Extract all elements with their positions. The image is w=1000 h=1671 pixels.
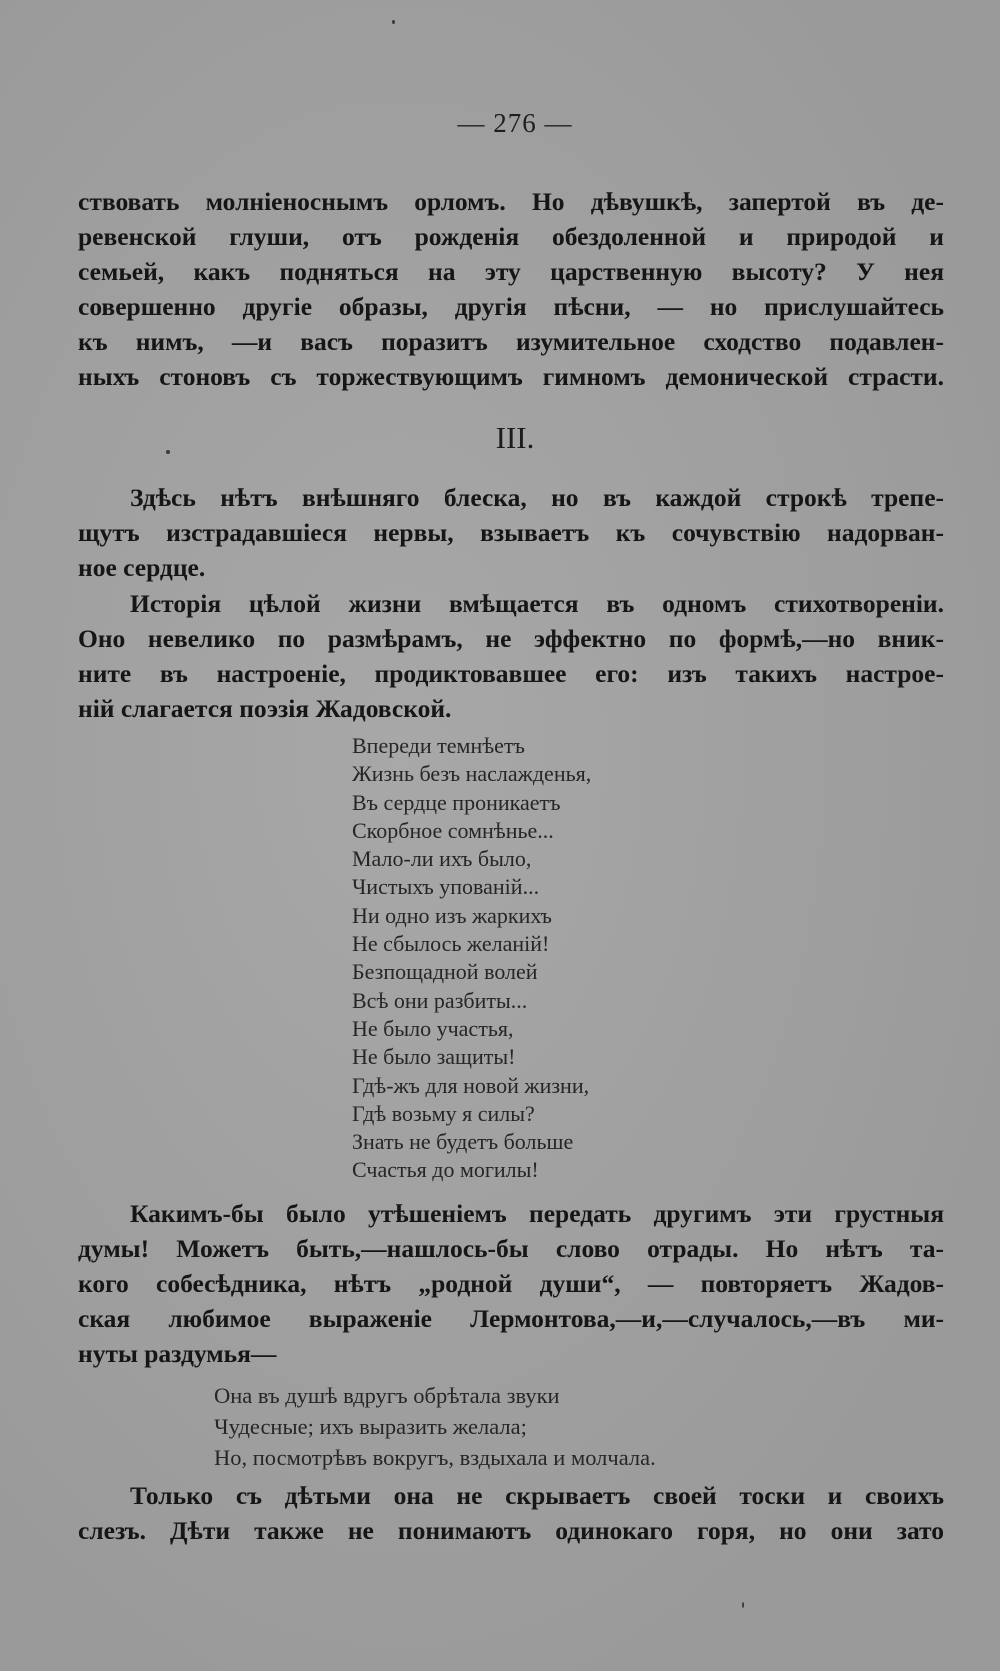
text-line: совершенно другiе образы, другiя пѣсни, — но прислушайтесь	[78, 292, 944, 321]
poem-line: Всѣ они разбиты...	[352, 987, 528, 1013]
poem-line: Мало-ли ихъ было,	[352, 846, 532, 872]
text-line: Здѣсь нѣтъ внѣшняго блеска, но въ каждой строкѣ трепе-	[130, 483, 944, 512]
poem	[352, 732, 591, 1185]
poem-line: Въ сердце проникаетъ	[352, 789, 561, 815]
text-line: думы! Можетъ быть,—нашлось-бы слово отрады. Но нѣтъ та-	[78, 1234, 944, 1263]
text-line: нiй слагается поэзiя Жадовской.	[78, 694, 452, 723]
poem-line: Жизнь безъ наслажденья,	[352, 761, 592, 787]
text-line: ствовать молнiеноснымъ орломъ. Но дѣвушкѣ, запертой въ де-	[78, 187, 944, 216]
paper-speck	[392, 20, 395, 24]
section-heading: III.	[495, 420, 535, 455]
text-line: ните въ настроенiе, продиктовавшее его: изъ такихъ настрое-	[78, 659, 944, 688]
text-line: нуты раздумья—	[78, 1339, 277, 1368]
text-line: щутъ изстрадавшiеся нервы, взываетъ къ сочувствiю надорван-	[78, 518, 944, 547]
text-line: Исторiя цѣлой жизни вмѣщается въ одномъ стихотворенiи.	[130, 589, 944, 618]
poem-line: Впереди темнѣетъ	[352, 733, 525, 758]
poem-line: Счастья до могилы!	[352, 1157, 539, 1183]
verse-line: Она въ душѣ вдругъ обрѣтала звуки	[214, 1383, 560, 1408]
text-line: слезъ. Дѣти также не понимаютъ одинокаго горя, но они зато	[78, 1516, 944, 1545]
text-line: семьей, какъ подняться на эту царственную высоту? У нея	[78, 257, 944, 286]
poem-line: Ни одно изъ жаркихъ	[352, 902, 552, 928]
quoted-verse	[214, 1380, 656, 1473]
paper-speck	[166, 450, 170, 454]
paragraph-intro	[78, 480, 944, 585]
poem-line: Гдѣ возьму я силы?	[352, 1100, 535, 1126]
text-line: Оно невелико по размѣрамъ, не эффектно по формѣ,—но вник-	[78, 624, 944, 653]
poem-line: Не было защиты!	[352, 1044, 516, 1070]
text-line: къ нимъ, —и васъ поразитъ изумительное сходство подавлен-	[78, 327, 944, 356]
text-line: кого собесѣдника, нѣтъ „родной души“, — повторяетъ Жадов-	[78, 1269, 944, 1298]
page-number: — 276 —	[457, 108, 573, 138]
poem-line: Знать не будетъ больше	[352, 1129, 574, 1155]
poem-line: Чистыхъ упованiй...	[352, 874, 540, 900]
text-line: Какимъ-бы было утѣшенiемъ передать другимъ эти грустныя	[130, 1199, 944, 1228]
text-line: ныхъ стоновъ съ торжествующимъ гимномъ демонической страсти.	[78, 362, 944, 391]
poem-line: Скорбное сомнѣнье...	[352, 817, 554, 843]
text-line: ская любимое выраженiе Лермонтова,—и,—случалось,—въ ми-	[78, 1304, 944, 1333]
poem-line: Не было участья,	[352, 1015, 514, 1041]
paragraph-continuation	[78, 184, 944, 394]
poem-line: Гдѣ-жъ для новой жизни,	[352, 1072, 590, 1098]
verse-line: Но, посмотрѣвъ вокругъ, вздыхала и молчала.	[214, 1445, 656, 1470]
poem-line: Не сбылось желанiй!	[352, 931, 550, 957]
paragraph-children	[78, 1478, 944, 1548]
paragraph-consolation	[78, 1196, 944, 1371]
verse-line: Чудесные; ихъ выразить желала;	[214, 1414, 527, 1439]
text-line: ное сердце.	[78, 553, 206, 582]
paragraph-history	[78, 586, 944, 726]
paper-speck	[742, 1602, 744, 1608]
text-line: Только съ дѣтьми она не скрываетъ своей тоски и своихъ	[130, 1481, 944, 1510]
text-line: ревенской глуши, отъ рожденiя обездоленной и природой и	[78, 222, 944, 251]
poem-line: Безпощадной волей	[352, 959, 538, 985]
